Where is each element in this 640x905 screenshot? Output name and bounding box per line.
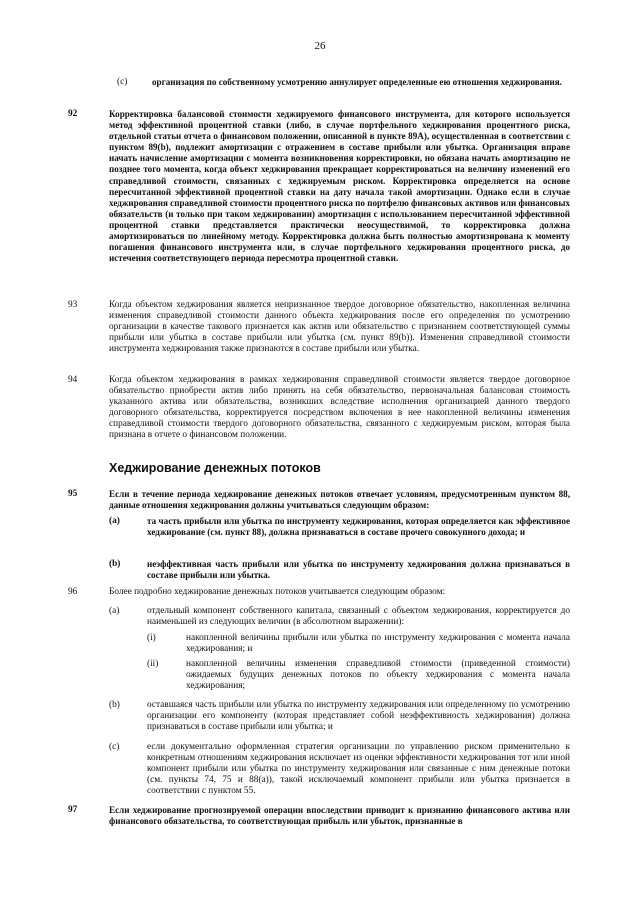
paragraph-number-95: 95 — [68, 489, 78, 499]
item-95a-text: та часть прибыли или убытка по инструменту хеджирования, которая определяется как эффективное хеджирование (см. пункт 88), должна признаваться в составе прочего совокупного дохода; и — [147, 516, 570, 538]
paragraph-95-intro: Если в течение периода хеджирование денежных потоков отвечает условиям, предусмотренным пунктом 88, данные отношения хеджирования должны учитываться следующим образом: — [109, 489, 570, 511]
paragraph-number-96: 96 — [68, 587, 78, 597]
item-marker-96c: (c) — [109, 742, 120, 752]
paragraph-94-text: Когда объектом хеджирования в рамках хеджирования справедливой стоимости является твердое договорное обязательство приобрести актив либо принять на себя обязательство, первоначальная балансовая стоимость указанного актива или обязательства, возникших вследствие исполнения организацией данного твердого договорного обязательства, корректируется посредством включения в нее накопленной величины изменения справедливой стоимости твердого договорного обязательства, связанного с хеджируемым риском, которая была признана в отчете о финансовом положении. — [109, 375, 570, 441]
paragraph-number-93: 93 — [68, 300, 78, 310]
section-heading: Хеджирование денежных потоков — [109, 461, 321, 475]
paragraph-97-text: Если хеджирование прогнозируемой операции впоследствии приводит к признанию финансового актива или финансового обязательства, то соответствующая прибыль или убыток, признанные в — [109, 805, 570, 827]
item-marker-96a: (a) — [109, 606, 120, 616]
item-marker-96a-i: (i) — [147, 633, 156, 643]
item-marker-96a-ii: (ii) — [147, 659, 159, 669]
item-96a-i-text: накопленной величины прибыли или убытка по инструменту хеджирования с момента начала хеджирования; и — [186, 633, 570, 655]
page-number: 26 — [314, 40, 326, 52]
item-95b-text: неэффективная часть прибыли или убытка по инструменту хеджирования должна признаваться в составе прибыли или убытка. — [147, 559, 570, 581]
paragraph-96-intro: Более подробно хеджирование денежных потоков учитывается следующим образом: — [109, 587, 446, 597]
item-96b-text: оставшаяся часть прибыли или убытка по инструменту хеджирования или определенному по усмотрению организации его компоненту (которая представляет собой неэффективность хеджирования) должна признаваться в составе прибыли или убытка; и — [147, 700, 570, 733]
paragraph-number-92: 92 — [68, 109, 78, 119]
item-96a-text: отдельный компонент собственного капитала, связанный с объектом хеджирования, корректируется до наименьшей из следующих величин (в абсолютном выражении): — [147, 606, 570, 628]
item-text-91c: организация по собственному усмотрению аннулирует определенные ею отношения хеджирования. — [152, 77, 562, 87]
paragraph-92-text: Корректировка балансовой стоимости хеджируемого финансового инструмента, для которого используется метод эффективной процентной ставки (либо, в случае портфельного хеджирования процентного риска, отдельной статьи отчета о финансовом положении, описанной в пункте 89A), осуществленная в соответствии с пунктом 89(b), подлежит амортизации с отражением в составе прибыли или убытка. Организация вправе начать начисление амортизации с момента возникновения корректировки, но обязана начать амортизацию не позднее того момента, когда объект хеджирования прекращает корректироваться на величину изменений его справедливой стоимости, связанных с хеджируемым риском. Корректировка определяется на основе пересчитанной эффективной процентной ставки на дату начала такой амортизации. Однако если в случае хеджирования справедливой стоимости процентного риска по портфелю финансовых активов или финансовых обязательств (и только при таком хеджировании) амортизация с использованием пересчитанной эффективной процентной ставки представляется практически неосуществимой, то корректировка должна амортизироваться по линейному методу. Корректировка должна быть полностью амортизирована к моменту погашения финансового инструмента или, в случае портфельного хеджирования процентного риска, до истечения соответствующего периода пересмотра процентной ставки. — [109, 109, 570, 264]
paragraph-number-97: 97 — [68, 805, 78, 815]
paragraph-93-text: Когда объектом хеджирования является непризнанное твердое договорное обязательство, накопленная величина изменения справедливой стоимости данного объекта хеджирования после его определения по усмотрению организации в качестве такового признается как актив или обязательство с признанием соответствующей суммы прибыли или убытка в составе прибыли или убытка (см. пункт 89(b)). Изменения справедливой стоимости инструмента хеджирования также признаются в составе прибыли или убытка. — [109, 300, 570, 355]
item-96a-ii-text: накопленной величины изменения справедливой стоимости (приведенной стоимости) ожидаемых будущих денежных потоков по объекту хеджирования с момента начала хеджирования; — [186, 659, 570, 692]
item-marker-c: (c) — [117, 77, 128, 87]
item-marker-95b: (b) — [109, 559, 121, 569]
item-marker-95a: (a) — [109, 516, 120, 526]
paragraph-number-94: 94 — [68, 375, 78, 385]
item-marker-96b: (b) — [109, 700, 120, 710]
item-96c-text: если документально оформленная стратегия организации по управлению риском применительно к конкретным отношениям хеджирования исключает из оценки эффективности хеджирования тот или иной компонент прибыли или убытка по инструменту хеджирования или связанные с ним денежные потоки (см. пункты 74, 75 и 88(а)), такой исключаемый компонент прибыли или убытка признается в соответствии с пунктом 55. — [147, 742, 570, 797]
